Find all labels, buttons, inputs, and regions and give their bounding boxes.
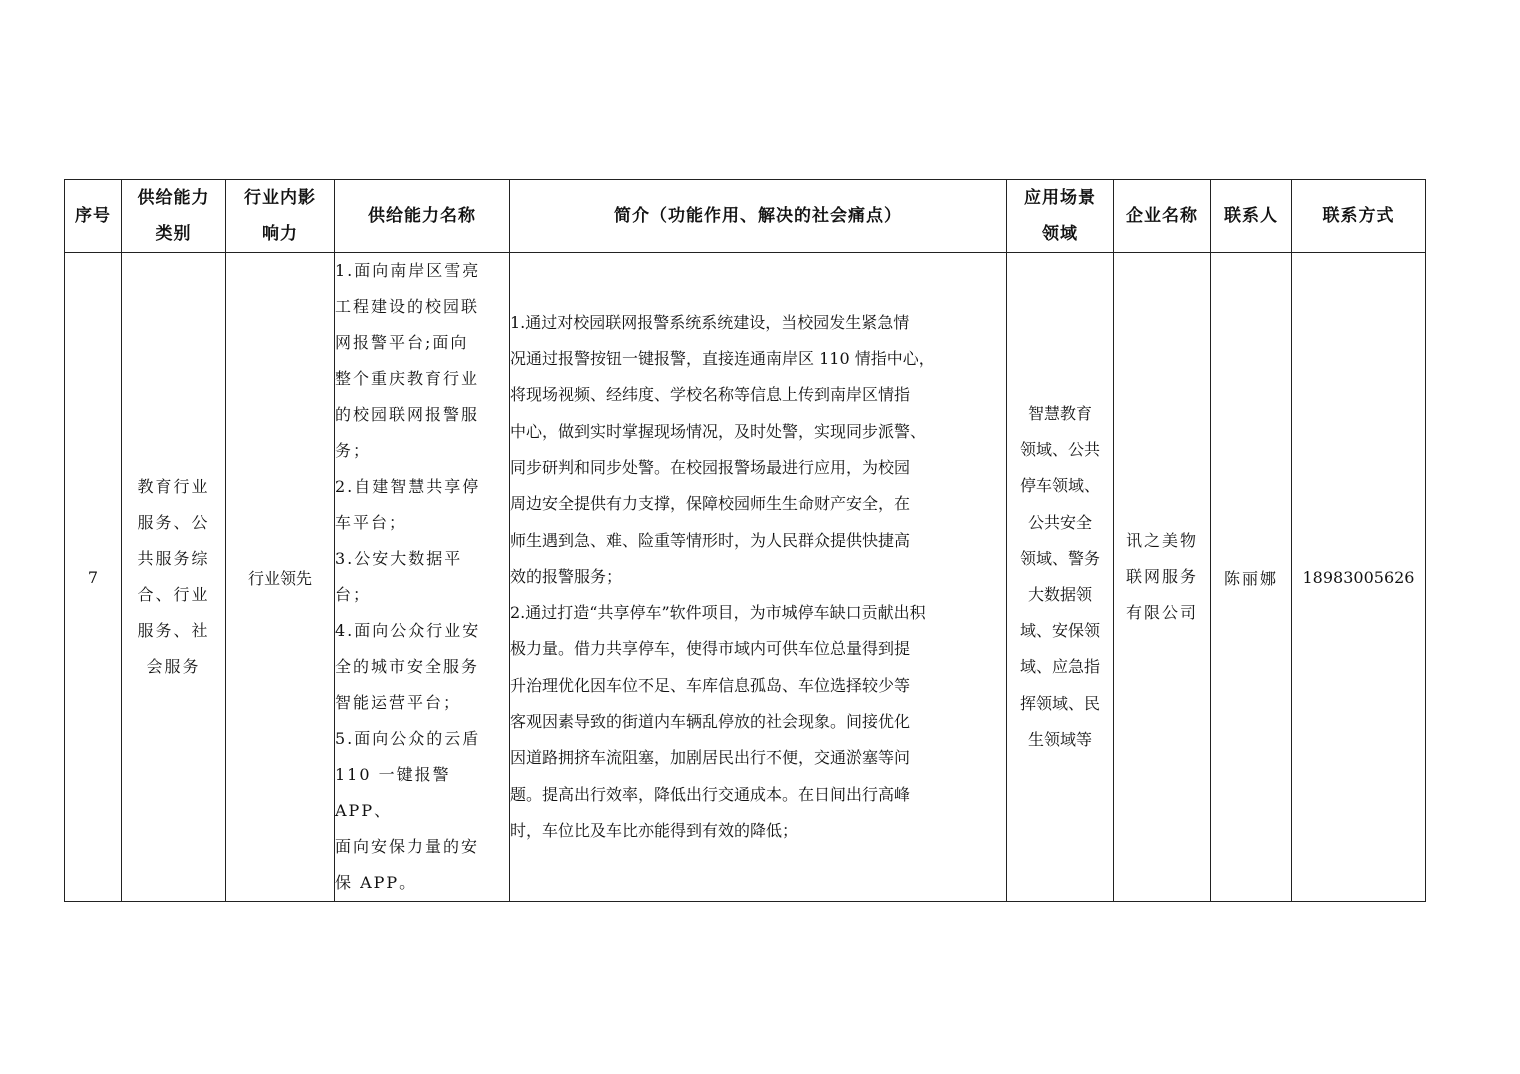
header-scene: 应用场景 领域: [1007, 180, 1114, 253]
cell-phone: 18983005626: [1292, 253, 1426, 902]
cell-contact: 陈丽娜: [1211, 253, 1292, 902]
cell-intro: 1.通过对校园联网报警系统系统建设，当校园发生紧急情 况通过报警按钮一键报警，直接连通南岸区 110 情指中心， 将现场视频、经纬度、学校名称等信息上传到南岸区情指 中心，做到实时掌握现场情况，及时处警，实现同步派警、 同步研判和同步处警。在校园报警场最进行应用，为校园 周边安全提供有力支撑，保障校园师生生命财产安全，在 师生遇到急、难、险重等情形时，为人民群众提供快捷高 效的报警服务； 2.通过打造“共享停车”软件项目，为市城停车缺口贡献出积 极力量。借力共享停车，使得市域内可供车位总量得到提 升治理优化因车位不足、车库信息孤岛、车位选择较少等 客观因素导致的街道内车辆乱停放的社会现象。间接优化 因道路拥挤车流阻塞，加剧居民出行不便，交通淤塞等问 题。提高出行效率，降低出行交通成本。在日间出行高峰 时，车位比及车比亦能得到有效的降低；: [510, 253, 1007, 902]
header-intro: 简介（功能作用、解决的社会痛点）: [510, 180, 1007, 253]
supply-capability-table: [64, 179, 1426, 902]
header-influence: 行业内影 响力: [226, 180, 335, 253]
header-contact: 联系人: [1211, 180, 1292, 253]
table-header-row: [65, 180, 1426, 253]
table-row: [65, 253, 1426, 902]
cell-company: 讯之美物 联网服务 有限公司: [1114, 253, 1211, 902]
cell-capability-name: 1.面向南岸区雪亮 工程建设的校园联 网报警平台;面向 整个重庆教育行业 的校园联网报警服 务； 2.自建智慧共享停 车平台； 3.公安大数据平 台； 4.面向公众行业安 全的城市安全服务 智能运营平台； 5.面向公众的云盾 110 一键报警 APP、 面向安保力量的安 保 APP。: [335, 253, 510, 902]
cell-influence: 行业领先: [226, 253, 335, 902]
header-index: 序号: [65, 180, 122, 253]
header-phone: 联系方式: [1292, 180, 1426, 253]
header-category: 供给能力 类别: [122, 180, 226, 253]
cell-scene: 智慧教育 领域、公共 停车领域、 公共安全 领域、警务 大数据领 域、安保领 域、应急指 挥领域、民 生领域等: [1007, 253, 1114, 902]
cell-category: 教育行业 服务、公 共服务综 合、行业 服务、社 会服务: [122, 253, 226, 902]
cell-index: 7: [65, 253, 122, 902]
header-name: 供给能力名称: [335, 180, 510, 253]
header-company: 企业名称: [1114, 180, 1211, 253]
